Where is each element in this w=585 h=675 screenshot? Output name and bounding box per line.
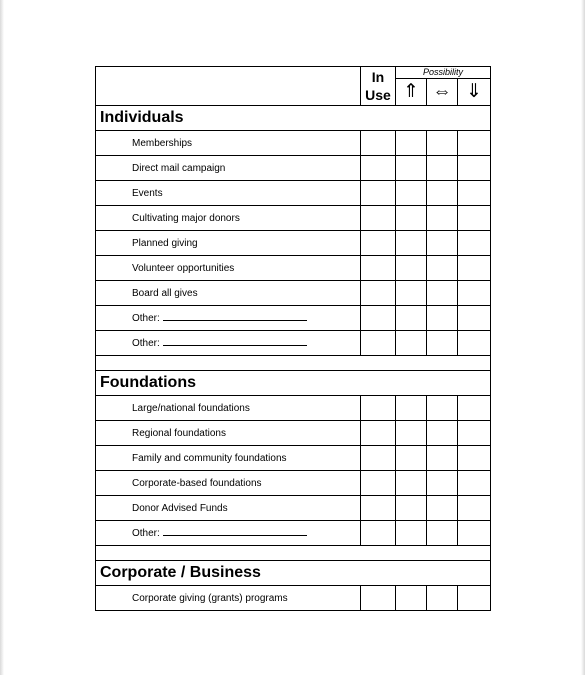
item-text: Memberships (132, 137, 193, 149)
fill-in-blank-line[interactable] (163, 337, 307, 346)
checklist-row (96, 586, 491, 611)
increase-checkbox-cell[interactable] (396, 281, 427, 306)
checklist-row (96, 281, 491, 306)
in-use-checkbox-cell[interactable] (361, 256, 396, 281)
maintain-checkbox-cell[interactable] (427, 131, 458, 156)
decrease-checkbox-cell[interactable] (458, 331, 491, 356)
maintain-checkbox-cell[interactable] (427, 471, 458, 496)
checklist-item-label (96, 446, 361, 471)
in-use-checkbox-cell[interactable] (361, 281, 396, 306)
increase-checkbox-cell[interactable] (396, 306, 427, 331)
checklist-item-label (96, 586, 361, 611)
increase-checkbox-cell[interactable] (396, 521, 427, 546)
page-edge-left (0, 0, 4, 675)
item-text: Donor Advised Funds (132, 502, 228, 514)
decrease-checkbox-cell[interactable] (458, 306, 491, 331)
checklist-item-label (96, 396, 361, 421)
funding-checklist-table (95, 66, 491, 611)
maintain-checkbox-cell[interactable] (427, 396, 458, 421)
item-text: Events (132, 187, 163, 199)
decrease-checkbox-cell[interactable] (458, 396, 491, 421)
header-blank-cell (96, 67, 361, 106)
decrease-arrow-icon: ⇓ (458, 79, 491, 106)
maintain-checkbox-cell[interactable] (427, 256, 458, 281)
item-text: Board all gives (132, 287, 198, 299)
in-use-checkbox-cell[interactable] (361, 446, 396, 471)
maintain-checkbox-cell[interactable] (427, 206, 458, 231)
in-use-label-line2: Use (365, 87, 391, 103)
in-use-checkbox-cell[interactable] (361, 181, 396, 206)
decrease-checkbox-cell[interactable] (458, 586, 491, 611)
checklist-row (96, 471, 491, 496)
increase-checkbox-cell[interactable] (396, 331, 427, 356)
item-text: Large/national foundations (132, 402, 250, 414)
increase-checkbox-cell[interactable] (396, 156, 427, 181)
decrease-checkbox-cell[interactable] (458, 446, 491, 471)
item-text: Volunteer opportunities (132, 262, 235, 274)
section-title: Corporate / Business (96, 561, 491, 586)
checklist-item-label (96, 181, 361, 206)
possibility-header: Possibility (396, 67, 491, 79)
increase-arrow-icon: ⇑ (396, 79, 427, 106)
checklist-row (96, 156, 491, 181)
maintain-arrow-icon: ⇔ (427, 79, 458, 106)
checklist-row (96, 256, 491, 281)
spacer-cell (96, 356, 491, 371)
checklist-item-label (96, 331, 361, 356)
in-use-checkbox-cell[interactable] (361, 496, 396, 521)
maintain-checkbox-cell[interactable] (427, 306, 458, 331)
checklist-row (96, 496, 491, 521)
decrease-checkbox-cell[interactable] (458, 281, 491, 306)
maintain-checkbox-cell[interactable] (427, 156, 458, 181)
increase-checkbox-cell[interactable] (396, 256, 427, 281)
decrease-checkbox-cell[interactable] (458, 206, 491, 231)
increase-checkbox-cell[interactable] (396, 421, 427, 446)
decrease-checkbox-cell[interactable] (458, 131, 491, 156)
in-use-checkbox-cell[interactable] (361, 306, 396, 331)
item-text: Other: (132, 338, 160, 349)
maintain-checkbox-cell[interactable] (427, 181, 458, 206)
in-use-checkbox-cell[interactable] (361, 231, 396, 256)
section-title: Individuals (96, 106, 491, 131)
header-row (96, 67, 491, 79)
in-use-checkbox-cell[interactable] (361, 131, 396, 156)
item-text: Family and community foundations (132, 452, 287, 464)
checklist-item-label (96, 156, 361, 181)
in-use-checkbox-cell[interactable] (361, 521, 396, 546)
item-text: Corporate-based foundations (132, 477, 262, 489)
in-use-label-line1: In (371, 69, 385, 85)
increase-checkbox-cell[interactable] (396, 471, 427, 496)
section-spacer-row (96, 546, 491, 561)
in-use-header (361, 67, 396, 106)
decrease-checkbox-cell[interactable] (458, 181, 491, 206)
in-use-checkbox-cell[interactable] (361, 331, 396, 356)
increase-checkbox-cell[interactable] (396, 586, 427, 611)
decrease-checkbox-cell[interactable] (458, 521, 491, 546)
decrease-checkbox-cell[interactable] (458, 231, 491, 256)
checklist-item-label (96, 496, 361, 521)
checklist-item-label (96, 306, 361, 331)
checklist-row (96, 331, 491, 356)
section-spacer-row (96, 356, 491, 371)
checklist-row (96, 206, 491, 231)
page-edge-right (581, 0, 585, 675)
maintain-checkbox-cell[interactable] (427, 421, 458, 446)
maintain-checkbox-cell[interactable] (427, 521, 458, 546)
checklist-item-label (96, 471, 361, 496)
checklist-row (96, 231, 491, 256)
item-text: Direct mail campaign (132, 162, 226, 174)
maintain-checkbox-cell[interactable] (427, 231, 458, 256)
increase-checkbox-cell[interactable] (396, 496, 427, 521)
checklist-item-label (96, 231, 361, 256)
section-header-row (96, 106, 491, 131)
checklist-row (96, 306, 491, 331)
fill-in-blank-line[interactable] (163, 312, 307, 321)
section-header-row (96, 371, 491, 396)
checklist-row (96, 396, 491, 421)
maintain-checkbox-cell[interactable] (427, 446, 458, 471)
section-title: Foundations (96, 371, 491, 396)
checklist-row (96, 446, 491, 471)
decrease-checkbox-cell[interactable] (458, 421, 491, 446)
in-use-checkbox-cell[interactable] (361, 156, 396, 181)
item-text: Cultivating major donors (132, 212, 240, 224)
checklist-item-label (96, 256, 361, 281)
maintain-checkbox-cell[interactable] (427, 331, 458, 356)
in-use-checkbox-cell[interactable] (361, 471, 396, 496)
item-text: Planned giving (132, 237, 198, 249)
item-text: Regional foundations (132, 427, 226, 439)
checklist-item-label (96, 131, 361, 156)
increase-checkbox-cell[interactable] (396, 231, 427, 256)
decrease-checkbox-cell[interactable] (458, 471, 491, 496)
increase-checkbox-cell[interactable] (396, 446, 427, 471)
increase-checkbox-cell[interactable] (396, 206, 427, 231)
checklist-row (96, 421, 491, 446)
item-text: Other: (132, 528, 160, 539)
section-header-row (96, 561, 491, 586)
checklist-item-label (96, 521, 361, 546)
maintain-checkbox-cell[interactable] (427, 586, 458, 611)
in-use-checkbox-cell[interactable] (361, 396, 396, 421)
checklist-row (96, 181, 491, 206)
decrease-checkbox-cell[interactable] (458, 156, 491, 181)
maintain-checkbox-cell[interactable] (427, 281, 458, 306)
in-use-checkbox-cell[interactable] (361, 206, 396, 231)
checklist-item-label (96, 281, 361, 306)
checklist-item-label (96, 421, 361, 446)
checklist-item-label (96, 206, 361, 231)
decrease-checkbox-cell[interactable] (458, 256, 491, 281)
increase-checkbox-cell[interactable] (396, 181, 427, 206)
item-text: Corporate giving (grants) programs (132, 592, 288, 604)
fill-in-blank-line[interactable] (163, 527, 307, 536)
in-use-checkbox-cell[interactable] (361, 421, 396, 446)
increase-checkbox-cell[interactable] (396, 396, 427, 421)
checklist-row (96, 131, 491, 156)
checklist-row (96, 521, 491, 546)
maintain-checkbox-cell[interactable] (427, 496, 458, 521)
item-text: Other: (132, 313, 160, 324)
spacer-cell (96, 546, 491, 561)
decrease-checkbox-cell[interactable] (458, 496, 491, 521)
in-use-checkbox-cell[interactable] (361, 586, 396, 611)
increase-checkbox-cell[interactable] (396, 131, 427, 156)
